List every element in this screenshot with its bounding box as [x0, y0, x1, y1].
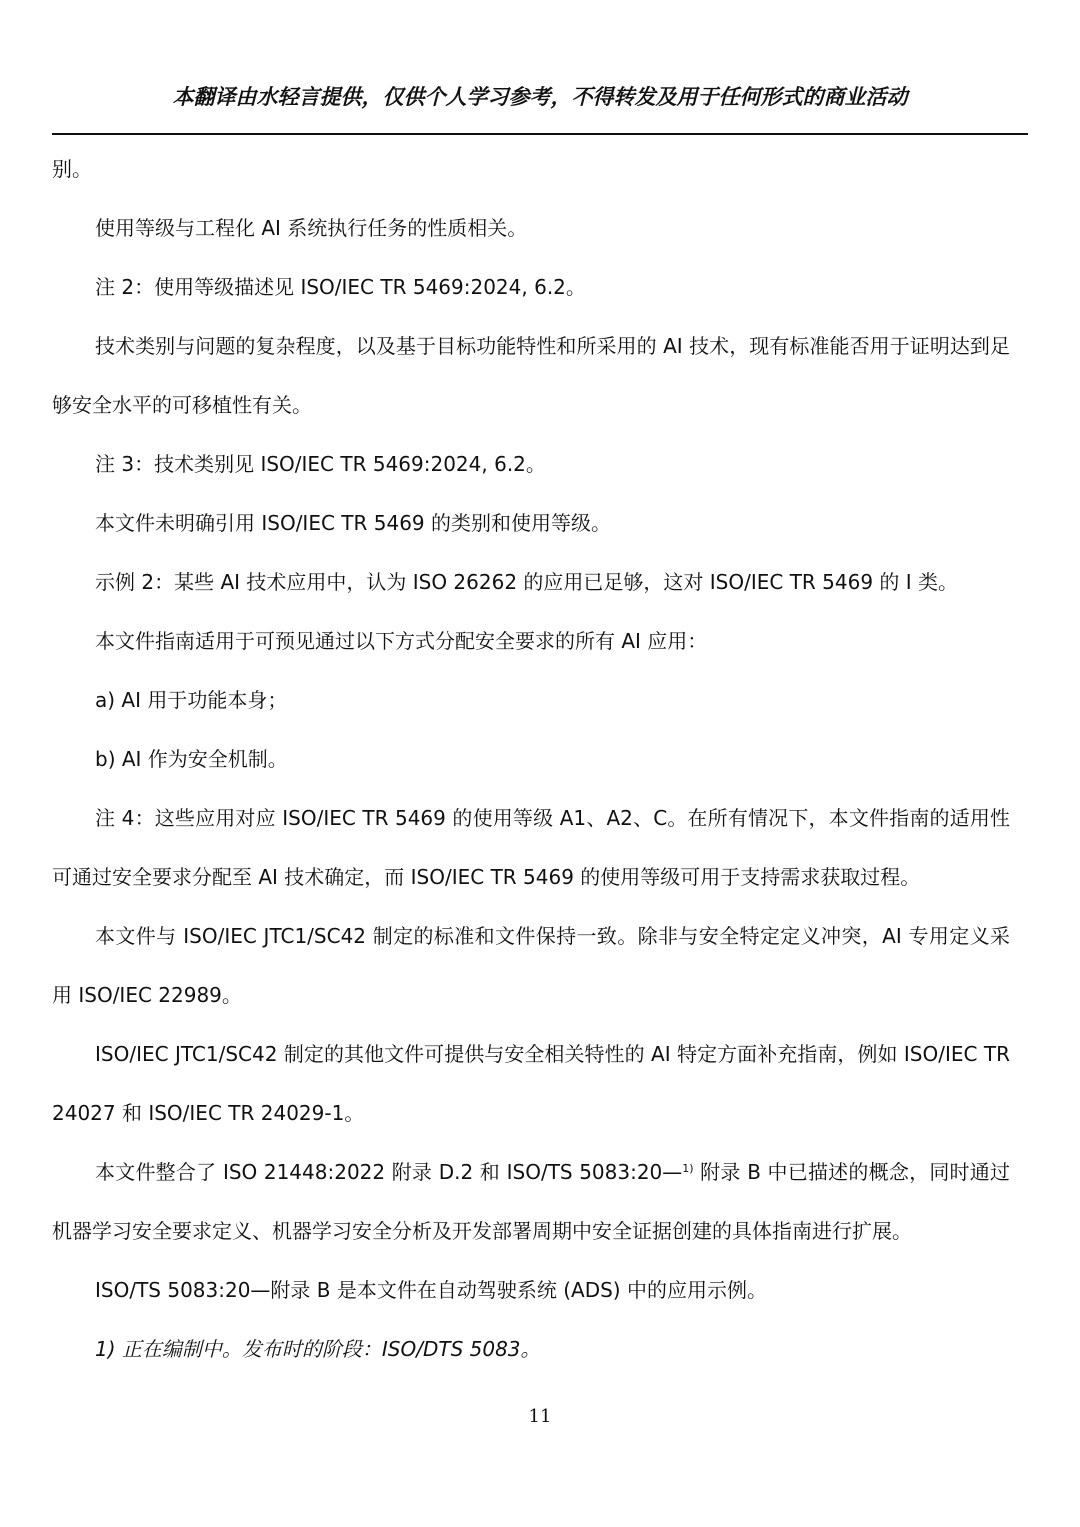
- integration-text-end: 附录 B 中已描述的概念，同时通过机器学习安全要求定义、机器学习安全分析及开发部署周期中安全证据创建的具体指南进行扩展。: [52, 1160, 1010, 1243]
- paragraph-annex-b: ISO/TS 5083:20—附录 B 是本文件在自动驾驶系统 (ADS) 中的应用示例。: [95, 1278, 767, 1302]
- paragraph-other-documents: ISO/IEC JTC1/SC42 制定的其他文件可提供与安全相关特性的 AI 特定方面补充指南，例如 ISO/IEC TR 24027 和 ISO/IEC TR 24029-1。: [52, 1042, 1010, 1125]
- list-item-a: a) AI 用于功能本身；: [95, 688, 288, 712]
- paragraph-consistency: 本文件与 ISO/IEC JTC1/SC42 制定的标准和文件保持一致。除非与安全特定定义冲突，AI 专用定义采用 ISO/IEC 22989。: [52, 924, 1010, 1007]
- example-2: 示例 2：某些 AI 技术应用中，认为 ISO 26262 的应用已足够，这对 ISO/IEC TR 5469 的 I 类。: [95, 570, 959, 594]
- header-rule: [52, 133, 1028, 135]
- note-4: 注 4：这些应用对应 ISO/IEC TR 5469 的使用等级 A1、A2、C。在所有情况下，本文件指南的适用性可通过安全要求分配至 AI 技术确定，而 ISO/IEC TR 5469 的使用等级可用于支持需求获取过程。: [52, 806, 1010, 889]
- note-2: 注 2：使用等级描述见 ISO/IEC TR 5469:2024, 6.2。: [95, 275, 586, 299]
- paragraph-integration: [52, 1143, 1010, 1261]
- footnote: 1) 正在编制中。发布时的阶段：ISO/DTS 5083。: [95, 1337, 541, 1361]
- paragraph-technology-class: 技术类别与问题的复杂程度，以及基于目标功能特性和所采用的 AI 技术，现有标准能否用于证明达到足够安全水平的可移植性有关。: [52, 334, 1010, 417]
- list-item-b: b) AI 作为安全机制。: [95, 747, 288, 771]
- paragraph-usage-level: 使用等级与工程化 AI 系统执行任务的性质相关。: [95, 216, 528, 240]
- document-body: [52, 140, 1010, 1379]
- continuation-line: 别。: [52, 157, 92, 181]
- paragraph-applicability: 本文件指南适用于可预见通过以下方式分配安全要求的所有 AI 应用：: [95, 629, 708, 653]
- page-number: 11: [528, 1406, 552, 1427]
- integration-text-start: 本文件整合了 ISO 21448:2022 附录 D.2 和 ISO/TS 5083:20—: [95, 1160, 683, 1184]
- footnote-reference: 1): [682, 1162, 694, 1175]
- page-header: 本翻译由水轻言提供，仅供个人学习参考，不得转发及用于任何形式的商业活动: [172, 85, 908, 109]
- note-3: 注 3：技术类别见 ISO/IEC TR 5469:2024, 6.2。: [95, 452, 546, 476]
- paragraph-not-referenced: 本文件未明确引用 ISO/IEC TR 5469 的类别和使用等级。: [95, 511, 612, 535]
